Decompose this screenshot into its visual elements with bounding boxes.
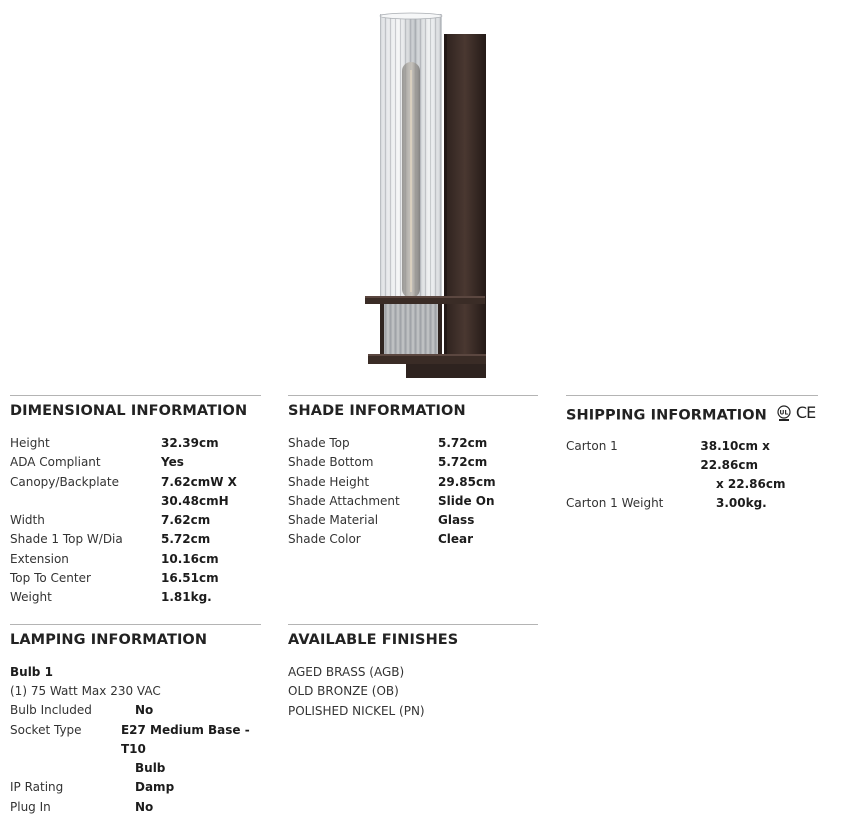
spec-row [10,453,261,472]
section-title [566,403,818,424]
section-title: LAMPING INFORMATION [10,632,208,648]
spec-label: Canopy/Backplate [10,474,119,489]
spec-row [10,530,261,549]
finish-item: POLISHED NICKEL (PN) [288,703,425,718]
spec-row [10,511,261,530]
spec-value: E27 Medium Base - T10 [120,722,250,756]
spec-label: Bulb Included [10,703,92,718]
spec-row-continued [566,475,818,494]
spec-value: 10.16cm [161,551,219,566]
spec-label: Socket Type [10,722,82,737]
spec-value: Glass [438,513,475,528]
spec-row [10,721,261,760]
section-divider [566,395,818,396]
dimensional-section [10,395,261,608]
spec-row [288,511,538,530]
spec-value: 29.85cm [438,474,496,489]
certification-icons [775,403,815,422]
spec-row [10,434,261,453]
spec-value: 5.72cm [438,455,488,470]
spec-value: 5.72cm [438,436,488,450]
spec-value: 16.51cm [161,571,219,586]
spec-row [10,701,261,720]
finish-list [288,663,538,721]
spec-list [10,434,261,608]
spec-list [566,437,818,514]
spec-row-continued [10,492,261,511]
spec-row [288,453,538,472]
spec-value: 3.00kg. [716,496,767,511]
spec-value: No [135,799,154,814]
spec-label: Top To Center [10,571,91,586]
finish-item: OLD BRONZE (OB) [288,684,399,699]
spec-label: Shade Top [288,436,350,450]
spec-label: Height [10,436,50,450]
spec-label: Shade Attachment [288,493,400,508]
spec-row [288,434,538,453]
spec-label: Shade 1 Top W/Dia [10,532,123,547]
spec-row [10,569,261,588]
spec-row [566,494,818,513]
section-divider [10,395,261,396]
spec-value: Clear [438,532,474,547]
spec-label: Carton 1 Weight [566,496,664,511]
spec-list [288,434,538,550]
ul-listed-icon [775,404,793,422]
spec-value: 7.62cm [161,513,211,528]
spec-label: ADA Compliant [10,455,101,470]
section-divider [288,624,538,625]
spec-row [288,530,538,549]
spec-label: Shade Material [288,513,379,528]
product-image [360,12,490,380]
spec-label: Carton 1 [566,438,618,453]
wall-sconce-image [360,12,490,380]
lamping-section [10,624,261,817]
spec-value: 7.62cmW X [161,474,237,489]
finish-item: AGED BRASS (AGB) [288,665,405,679]
spec-value: Damp [135,780,175,795]
spec-label: Plug In [10,799,51,814]
spec-value: 1.81kg. [161,590,212,605]
spec-row [10,550,261,569]
spec-row [10,798,261,817]
ul-logo-text: UL [779,409,789,416]
spec-row [10,588,261,607]
spec-label: Shade Height [288,474,370,489]
spec-value: 38.10cm x 22.86cm [700,438,770,472]
spec-label: Shade Color [288,532,361,547]
spec-value: x 22.86cm [716,477,786,492]
section-divider [10,624,261,625]
ce-mark-icon: CE [795,403,816,422]
section-title: SHADE INFORMATION [288,403,466,419]
spec-row [566,437,818,476]
shade-section [288,395,538,550]
finishes-section [288,624,538,721]
section-divider [288,395,538,396]
spec-label: IP Rating [10,780,64,795]
spec-row-continued [10,759,261,778]
section-title: AVAILABLE FINISHES [288,632,459,648]
spec-label: Extension [10,551,69,566]
spec-label: Width [10,513,45,528]
section-title-text: SHIPPING INFORMATION [566,407,767,424]
spec-value: Bulb [135,761,166,776]
spec-value: Yes [161,455,184,470]
spec-row [288,492,538,511]
bulb-description: (1) 75 Watt Max 230 VAC [10,684,161,698]
shipping-section [566,395,818,514]
spec-label: Shade Bottom [288,455,374,470]
spec-value: 30.48cmH [161,493,229,508]
spec-value: Slide On [438,493,495,508]
spec-label: Weight [10,590,52,605]
spec-list [10,701,261,817]
bulb-title: Bulb 1 [10,665,53,679]
spec-row [288,473,538,492]
section-title: DIMENSIONAL INFORMATION [10,403,248,419]
spec-value: 5.72cm [161,532,211,547]
spec-value: 32.39cm [161,436,219,450]
spec-row [10,473,261,492]
spec-row [10,778,261,797]
spec-value: No [135,703,154,718]
